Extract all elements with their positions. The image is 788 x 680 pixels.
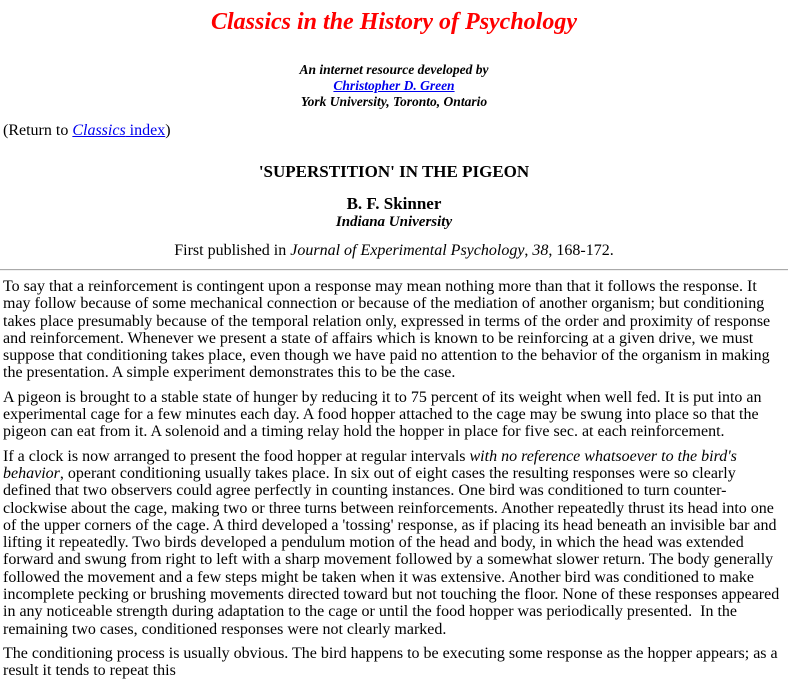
published-journal: Journal of Experimental Psychology	[290, 242, 525, 259]
published-volume: 38	[532, 242, 549, 259]
paragraph	[3, 278, 785, 382]
publication-note	[3, 242, 785, 260]
paragraph-text: To say that a reinforcement is contingent upon a response may mean nothing more than that it follows the response. It may follow because of some mechanical connection or because of the mediation of another organism; but conditioning takes place presumably because of the temporal relation only, expressed in terms of the order and proximity of response and reinforcement. Whenever we present a state of affairs which is known to be reinforcing at a given drive, we must suppose that conditioning takes place, even though we have paid no attention to the behavior of the organism in making the presentation. A simple experiment demonstrates this to be the case.	[3, 278, 775, 382]
return-suffix: )	[165, 122, 171, 139]
return-prefix: (Return to	[3, 122, 73, 139]
paragraph-text: A pigeon is brought to a stable state of hunger by reducing it to 75 percent of its weight when well fed. It is put into an experimental cage for a few minutes each day. A food hopper attached to the cage may be swung into place so that the pigeon can eat from it. A solenoid and a timing relay hold the hopper in place for five sec. at each reinforcement.	[3, 388, 766, 441]
paragraph-text: If a clock is now arranged to present the food hopper at regular intervals	[3, 447, 470, 465]
site-title: Classics in the History of Psychology	[211, 9, 577, 35]
classics-link-italic-part: Classics	[72, 122, 126, 139]
byline-location: York University, Toronto, Ontario	[300, 94, 488, 109]
classics-link-plain-part: index	[125, 122, 166, 139]
article-body	[3, 278, 785, 680]
paragraph	[3, 448, 785, 638]
paragraph	[3, 645, 785, 680]
byline-intro: An internet resource developed by	[299, 62, 489, 77]
paragraph	[3, 389, 785, 441]
published-prefix: First published in	[174, 242, 291, 259]
paper-title: 'SUPERSTITION' IN THE PIGEON	[258, 162, 530, 181]
byline-author-line	[3, 78, 785, 94]
paper-affiliation: Indiana University	[335, 214, 453, 230]
paragraph-text: The conditioning process is usually obvious. The bird happens to be executing some response as the hopper appears; as a result it tends to repeat this	[3, 644, 782, 680]
published-pages: , 168-172.	[548, 242, 614, 259]
section-divider	[0, 269, 788, 271]
paper-author: B. F. Skinner	[346, 194, 442, 213]
author-link[interactable]: Christopher D. Green	[333, 78, 455, 93]
classics-index-link[interactable]	[72, 122, 165, 139]
paragraph-text: , operant conditioning usually takes place. In six out of eight cases the resulting responses were so clearly defined that two observers could agree perfectly in counting instances. One bird was conditioned to turn counter-clockwise about the cage, making two or three turns between reinforcements. Another repeatedly thrust its head into one of the upper corners of the cage. A third developed a 'tossing' response, as if placing its head beneath an invisible bar and lifting it repeatedly. Two birds developed a pendulum motion of the head and body, in which the head was extended forward and swung from right to left with a sharp movement followed by a somewhat slower return. The body generally followed the movement and a few steps might be taken when it was extensive. Another bird was conditioned to make incomplete pecking or brushing movements directed toward but not touching the floor. None of these responses appeared in any noticeable strength during adaptation to the cage or until the food hopper was periodically presented. In the remaining two cases, conditioned responses were not clearly marked.	[3, 464, 784, 638]
return-nav	[3, 122, 785, 140]
published-sep: ,	[524, 242, 533, 259]
paragraph-italic-text: with no reference whatsoever to the bird's behavior	[3, 447, 741, 482]
site-byline	[3, 62, 785, 110]
